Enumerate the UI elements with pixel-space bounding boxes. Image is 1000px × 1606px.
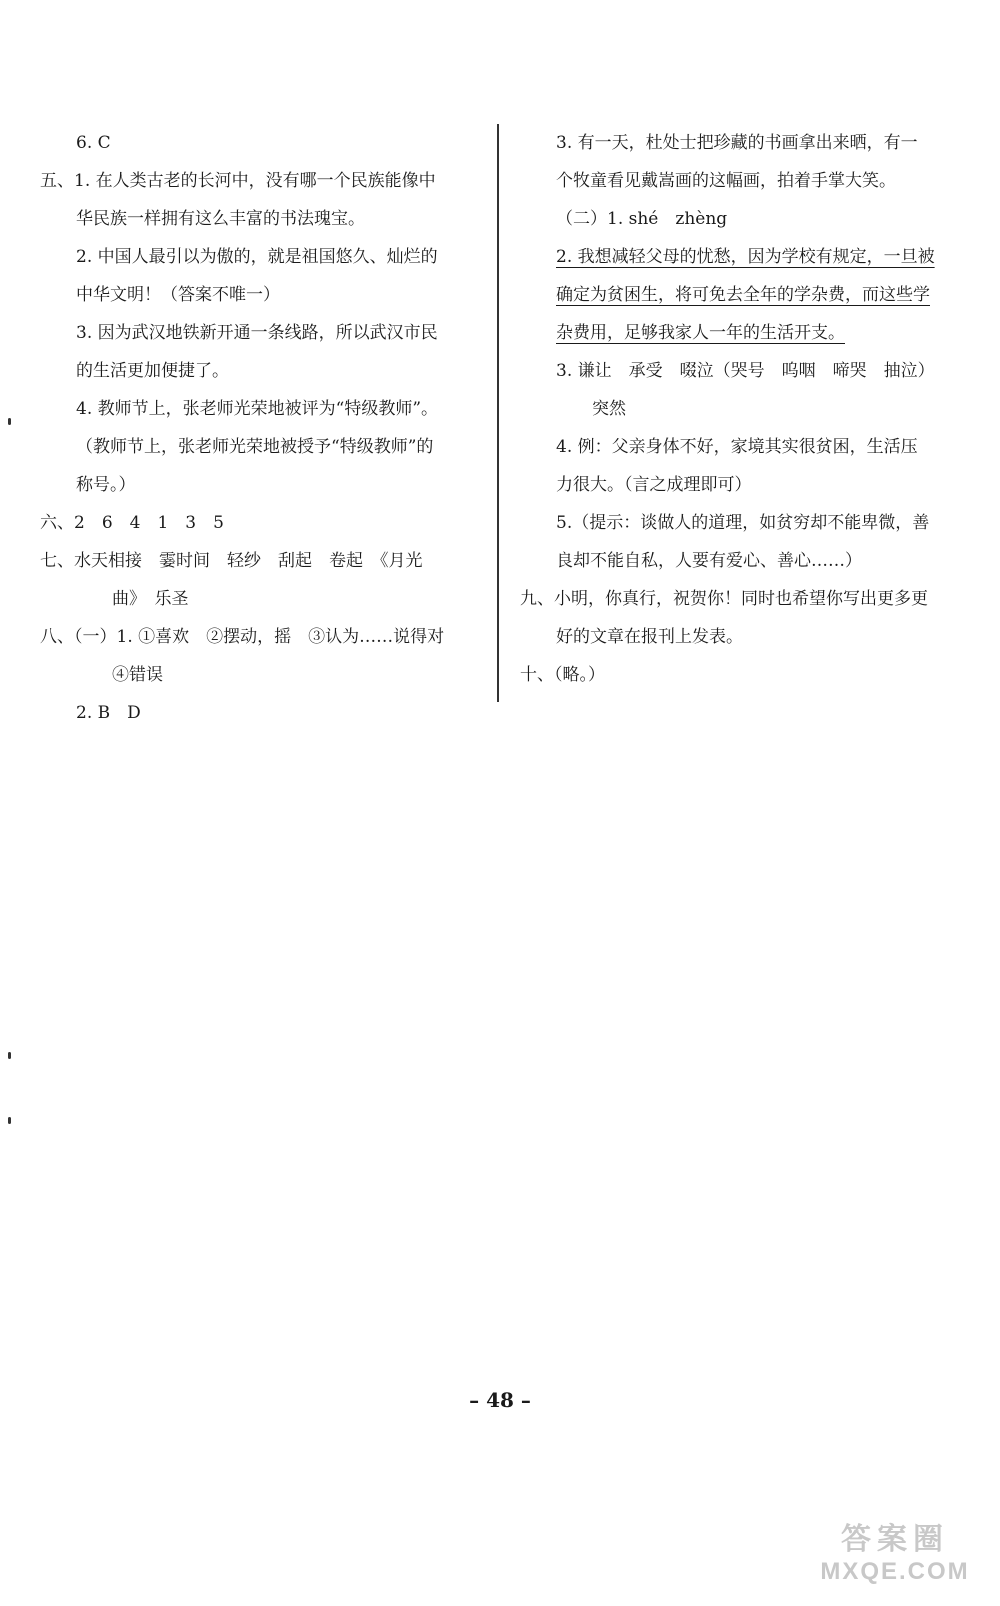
scan-speck [8, 418, 11, 425]
answer-line [520, 428, 960, 466]
answer-line [520, 314, 960, 352]
answer-line [40, 466, 490, 504]
answer-text: 3. 谦让 承受 啜泣（哭号 呜咽 啼哭 抽泣） [556, 361, 935, 381]
answer-line [520, 542, 960, 580]
answer-text: 2. B D [76, 703, 141, 723]
scan-speck [8, 1052, 11, 1059]
answer-text: 中华文明！（答案不唯一） [76, 285, 280, 305]
answer-line [520, 124, 960, 162]
answer-text: 3. 因为武汉地铁新开通一条线路，所以武汉市民 [76, 323, 438, 343]
answer-line [520, 618, 960, 656]
left-column [40, 124, 490, 732]
answer-line [40, 276, 490, 314]
answer-line [40, 124, 490, 162]
answer-line [40, 542, 490, 580]
answer-line [40, 314, 490, 352]
answer-text: 的生活更加便捷了。 [76, 361, 229, 381]
answer-line [520, 656, 960, 694]
answer-line [520, 580, 960, 618]
answer-line [40, 390, 490, 428]
answer-text: 八、（一）1. ①喜欢 ②摆动，摇 ③认为……说得对 [40, 627, 445, 647]
column-divider [497, 124, 499, 702]
answer-text: （教师节上，张老师光荣地被授予“特级教师”的 [76, 437, 434, 457]
answer-line [40, 504, 490, 542]
answer-text: 七、水天相接 霎时间 轻纱 刮起 卷起 《月光 [40, 551, 423, 571]
answer-text: 十、（略。） [520, 665, 605, 685]
answer-line [520, 200, 960, 238]
answer-text: 6. C [76, 133, 111, 153]
answer-text: 力很大。（言之成理即可） [556, 475, 752, 495]
answer-line [520, 466, 960, 504]
answer-line [40, 694, 490, 732]
watermark-line2: MXQE.COM [820, 1558, 970, 1585]
answer-text: 个牧童看见戴嵩画的这幅画，拍着手掌大笑。 [556, 171, 896, 191]
answer-line [520, 504, 960, 542]
answer-line [520, 162, 960, 200]
answer-line [40, 238, 490, 276]
answer-text: 4. 例：父亲身体不好，家境其实很贫困，生活压 [556, 437, 918, 457]
answer-line [520, 276, 960, 314]
answer-text: 5.（提示：谈做人的道理，如贫穷却不能卑微，善 [556, 513, 930, 533]
answer-text: 确定为贫困生，将可免去全年的学杂费，而这些学 [556, 285, 930, 305]
answer-line [520, 352, 960, 390]
answer-text: 良却不能自私，人要有爱心、善心……） [556, 551, 862, 571]
watermark-line1: 答案圈 [841, 1523, 949, 1556]
answer-text: 2. 中国人最引以为傲的，就是祖国悠久、灿烂的 [76, 247, 438, 267]
answer-line [40, 352, 490, 390]
answer-line [40, 656, 490, 694]
answer-text: 杂费用，足够我家人一年的生活开支。 [556, 323, 845, 343]
answer-line [40, 200, 490, 238]
answer-text: 六、2 6 4 1 3 5 [40, 513, 224, 533]
answer-line [520, 390, 960, 428]
right-column [520, 124, 960, 694]
answer-text: 华民族一样拥有这么丰富的书法瑰宝。 [76, 209, 365, 229]
answer-text: ④错误 [112, 665, 163, 685]
answer-text: 曲》 乐圣 [112, 589, 189, 609]
answer-text: 4. 教师节上，张老师光荣地被评为“特级教师”。 [76, 399, 439, 419]
scan-speck [8, 1117, 11, 1124]
answer-text: （二）1. shé zhèng [556, 209, 728, 229]
answer-line [40, 162, 490, 200]
answer-text: 突然 [592, 399, 626, 419]
answer-text: 2. 我想减轻父母的忧愁，因为学校有规定，一旦被 [556, 247, 935, 267]
page-number: – 48 – [469, 1388, 531, 1412]
answer-line [40, 580, 490, 618]
answer-line [40, 618, 490, 656]
watermark-logo [820, 1514, 970, 1586]
answer-text: 好的文章在报刊上发表。 [556, 627, 743, 647]
answer-text: 五、1. 在人类古老的长河中，没有哪一个民族能像中 [40, 171, 436, 191]
answer-line [520, 238, 960, 276]
answer-text: 3. 有一天，杜处士把珍藏的书画拿出来晒，有一 [556, 133, 918, 153]
answer-text: 称号。） [76, 475, 136, 495]
answer-line [40, 428, 490, 466]
answer-text: 九、小明，你真行，祝贺你！同时也希望你写出更多更 [520, 589, 928, 609]
